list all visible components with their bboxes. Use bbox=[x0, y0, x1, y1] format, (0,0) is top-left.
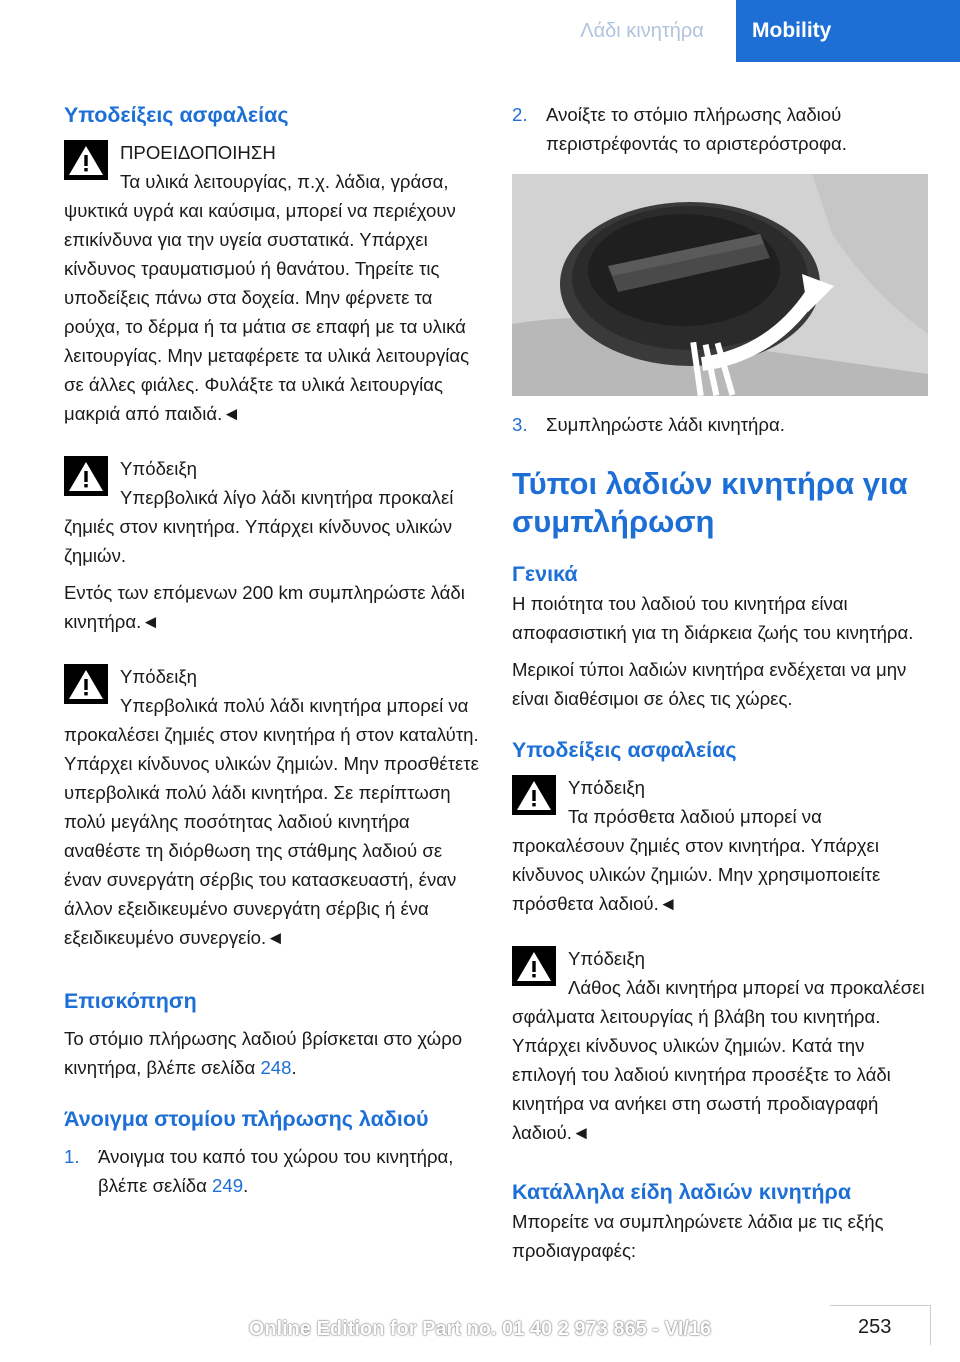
warning-triangle-icon bbox=[512, 946, 556, 986]
notice-block bbox=[64, 454, 484, 636]
section-title: Τύποι λαδιών κινητήρα για συμπλήρωση bbox=[512, 466, 908, 539]
page-link-248[interactable]: 248 bbox=[260, 1057, 292, 1078]
page-number: 253 bbox=[858, 1316, 892, 1338]
notice-block bbox=[512, 773, 932, 918]
warning-text: Τα υλικά λειτουργίας, π.χ. λάδια, γράσα, ψυκτικά υγρά και καύσιμα, μπορεί να περιέχουν επικίνδυνα για την υγεία συστατικά. Υπάρχει κίνδυνος τραυματισμού ή θανάτου. Τηρείτε τις υποδείξεις πάνω στα δοχεία. Μην φέρνετε τα ρούχα, το δέρμα ή τα μάτια σε επαφή με τα υλικά λειτουργίας. Μην μεταφέρετε τα υλικά λειτουργίας σε άλλες φιάλες. Φυλάξτε τα υλικά λειτουργίας μακριά από παιδιά.◄ bbox=[64, 171, 470, 424]
warning-block bbox=[64, 138, 484, 428]
general-heading: Γενικά bbox=[512, 562, 578, 586]
warning-label: ΠΡΟΕΙΔΟΠΟΙΗΣΗ bbox=[120, 142, 276, 163]
warning-triangle-icon bbox=[64, 664, 108, 704]
header-chapter-tab[interactable]: Mobility bbox=[736, 0, 960, 62]
suitable-oils-heading: Κατάλληλα είδη λαδιών κινητήρα bbox=[512, 1180, 852, 1204]
list-item bbox=[64, 1142, 484, 1200]
safety-heading: Υποδείξεις ασφαλείας bbox=[512, 738, 737, 762]
notice-label: Υπόδειξη bbox=[568, 948, 646, 969]
left-column bbox=[64, 100, 484, 1200]
notice-text: Υπερβολικά λίγο λάδι κινητήρα προκαλεί ζημιές στον κινητήρα. Υπάρχει κίνδυνος υλικών ζημιών. bbox=[64, 487, 454, 566]
notice-text: Υπερβολικά πολύ λάδι κινητήρα μπορεί να προκαλέσει ζημιές στον κινητήρα ή στον καταλύτη. Υπάρχει κίνδυνος υλικών ζημιών. Μην προσθέτετε υπερβολικά πολύ λάδι κινητήρα. Σε περίπτωση πολύ μεγάλης ποσότητας λαδιού κινητήρα αναθέστε τη διόρθωση της στάθμης λαδιού σε έναν συνεργάτη σέρβις του κατασκευαστή, έναν άλλον εξειδικευμένο συνεργάτη σέρβις ή ένα εξειδικευμένο συνεργείο.◄ bbox=[64, 695, 479, 948]
steps-list bbox=[512, 100, 932, 158]
list-item bbox=[512, 410, 932, 439]
opening-heading: Άνοιγμα στομίου πλήρωσης λαδιού bbox=[64, 1107, 429, 1131]
step-text: Συμπληρώστε λάδι κινητήρα. bbox=[546, 414, 785, 435]
step-number: 2. bbox=[512, 104, 528, 125]
oil-cap-drawing bbox=[512, 174, 928, 396]
general-paragraph: Η ποιότητα του λαδιού του κινητήρα είναι αποφασιστική για τη διάρκεια ζωής του κινητήρα. bbox=[512, 593, 914, 643]
warning-triangle-icon bbox=[64, 140, 108, 180]
notice-label: Υπόδειξη bbox=[120, 458, 198, 479]
warning-triangle-icon bbox=[64, 456, 108, 496]
overview-heading: Επισκόπηση bbox=[64, 989, 197, 1013]
notice-block bbox=[512, 944, 932, 1147]
right-column bbox=[512, 100, 932, 1265]
notice-text: Τα πρόσθετα λαδιού μπορεί να προκαλέσουν ζημιές στον κινητήρα. Υπάρχει κίνδυνος υλικών ζημιών. Μην χρησιμοποιείτε πρόσθετα λαδιού.◄ bbox=[512, 806, 881, 914]
page-link-249[interactable]: 249 bbox=[212, 1175, 244, 1196]
safety-heading: Υποδείξεις ασφαλείας bbox=[64, 103, 289, 127]
step-number: 1. bbox=[64, 1146, 80, 1167]
edition-watermark: Online Edition for Part no. 01 40 2 973 865 - VI/16 bbox=[248, 1318, 712, 1340]
step-number: 3. bbox=[512, 414, 528, 435]
notice-block bbox=[64, 662, 484, 952]
general-paragraph: Μερικοί τύποι λαδιών κινητήρα ενδέχεται να μην είναι διαθέσιμοι σε όλες τις χώρες. bbox=[512, 659, 907, 709]
suitable-oils-text: Μπορείτε να συμπληρώνετε λάδια με τις εξής προδιαγραφές: bbox=[512, 1211, 884, 1261]
list-item bbox=[512, 100, 932, 158]
notice-text: Λάθος λάδι κινητήρα μπορεί να προκαλέσει σφάλματα λειτουργίας ή βλάβη του κινητήρα. Υπάρχει κίνδυνος υλικών ζημιών. Κατά την επιλογή του λαδιού κινητήρα προσέξτε το λάδι κινητήρα να ανήκει στη σωστή προδιαγραφή λαδιού.◄ bbox=[512, 977, 925, 1143]
overview-text bbox=[64, 1024, 484, 1082]
notice-label: Υπόδειξη bbox=[120, 666, 198, 687]
warning-triangle-icon bbox=[512, 775, 556, 815]
notice-label: Υπόδειξη bbox=[568, 777, 646, 798]
step-text: Άνοιγμα του καπό του χώρου του κινητήρα, βλέπε σελίδα bbox=[98, 1146, 454, 1196]
header-section-title: Λάδι κινητήρα bbox=[580, 19, 704, 42]
footer-divider bbox=[830, 1305, 930, 1306]
step-end: . bbox=[243, 1175, 249, 1196]
overview-end: . bbox=[291, 1057, 297, 1078]
steps-list bbox=[64, 1142, 484, 1200]
notice-text-2: Εντός των επόμενων 200 km συμπληρώστε λάδι κινητήρα.◄ bbox=[64, 582, 465, 632]
steps-list bbox=[512, 410, 932, 439]
oil-filler-cap-illustration bbox=[512, 174, 928, 396]
step-text: Ανοίξτε το στόμιο πλήρωσης λαδιού περιστρέφοντάς το αριστερόστροφα. bbox=[546, 104, 847, 154]
overview-body: Το στόμιο πλήρωσης λαδιού βρίσκεται στο χώρο κινητήρα, βλέπε σελίδα bbox=[64, 1028, 463, 1078]
